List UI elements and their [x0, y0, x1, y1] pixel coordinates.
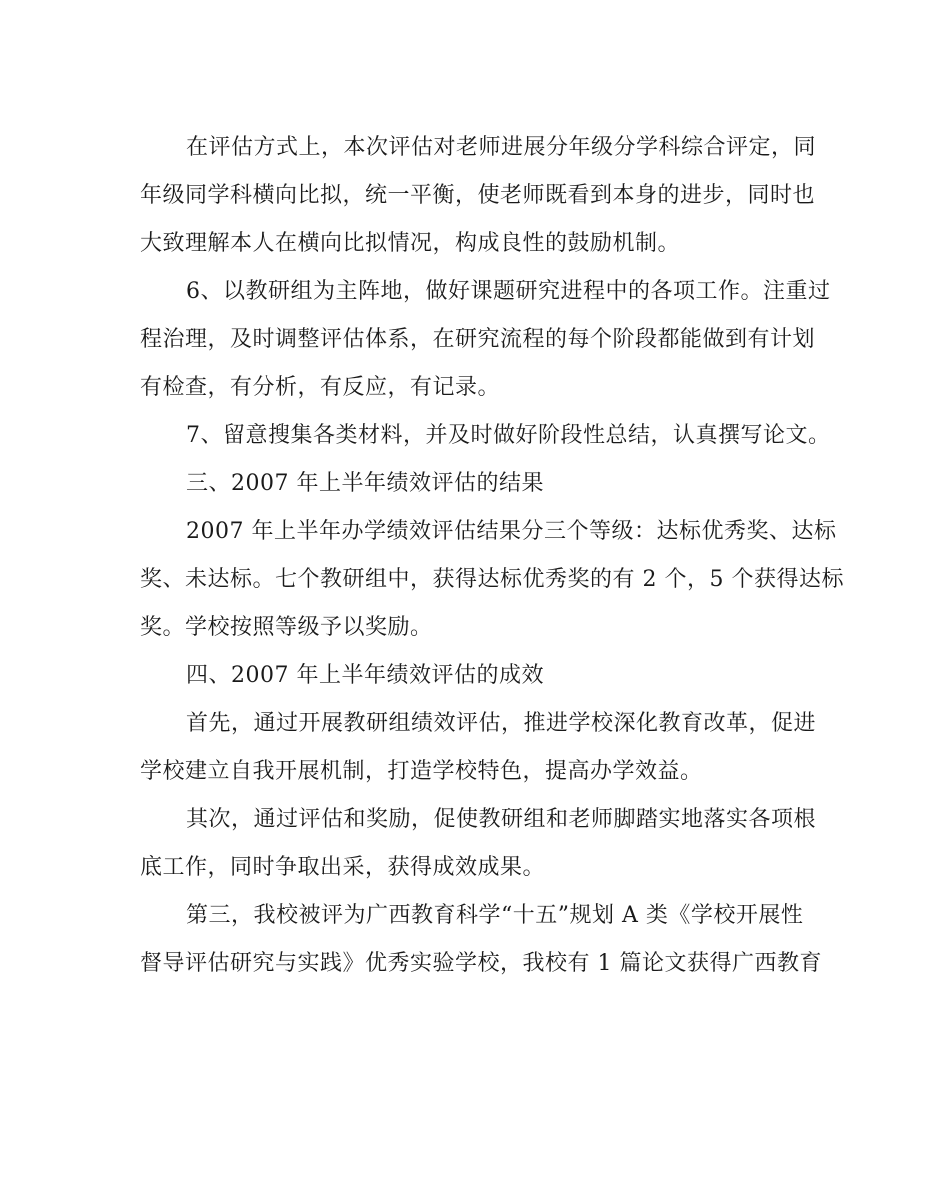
- text-line: 7、留意搜集各类材料，并及时做好阶段性总结，认真撰写论文。: [186, 423, 831, 448]
- section-heading: 三、2007 年上半年绩效评估的结果: [186, 471, 544, 496]
- text-line: 首先，通过开展教研组绩效评估，推进学校深化教育改革，促进: [186, 711, 817, 736]
- text-line: 有检查，有分析，有反应，有记录。: [140, 375, 501, 400]
- text-line: 第三，我校被评为广西教育科学“十五”规划 A 类《学校开展性: [186, 903, 804, 928]
- text-line: 大致理解本人在横向比拟情况，构成良性的鼓励机制。: [140, 231, 681, 256]
- text-line: 程治理，及时调整评估体系，在研究流程的每个阶段都能做到有计划: [140, 327, 816, 352]
- text-line: 底工作，同时争取出采，获得成效成果。: [140, 855, 546, 880]
- section-heading: 四、2007 年上半年绩效评估的成效: [186, 663, 544, 688]
- text-line: 2007 年上半年办学绩效评估结果分三个等级：达标优秀奖、达标: [186, 519, 837, 544]
- text-line: 学校建立自我开展机制，打造学校特色，提高办学效益。: [140, 759, 703, 784]
- text-line: 其次，通过评估和奖励，促使教研组和老师脚踏实地落实各项根: [186, 807, 817, 832]
- text-line: 在评估方式上，本次评估对老师进展分年级分学科综合评定，同: [186, 135, 817, 160]
- text-line: 奖。学校按照等级予以奖励。: [140, 615, 433, 640]
- text-line: 年级同学科横向比拟，统一平衡，使老师既看到本身的进步，同时也: [140, 183, 816, 208]
- text-line: 6、以教研组为主阵地，做好课题研究进程中的各项工作。注重过: [186, 279, 831, 304]
- text-line: 督导评估研究与实践》优秀实验学校，我校有 1 篇论文获得广西教育: [140, 951, 822, 976]
- text-line: 奖、未达标。七个教研组中，获得达标优秀奖的有 2 个，5 个获得达标: [140, 567, 844, 592]
